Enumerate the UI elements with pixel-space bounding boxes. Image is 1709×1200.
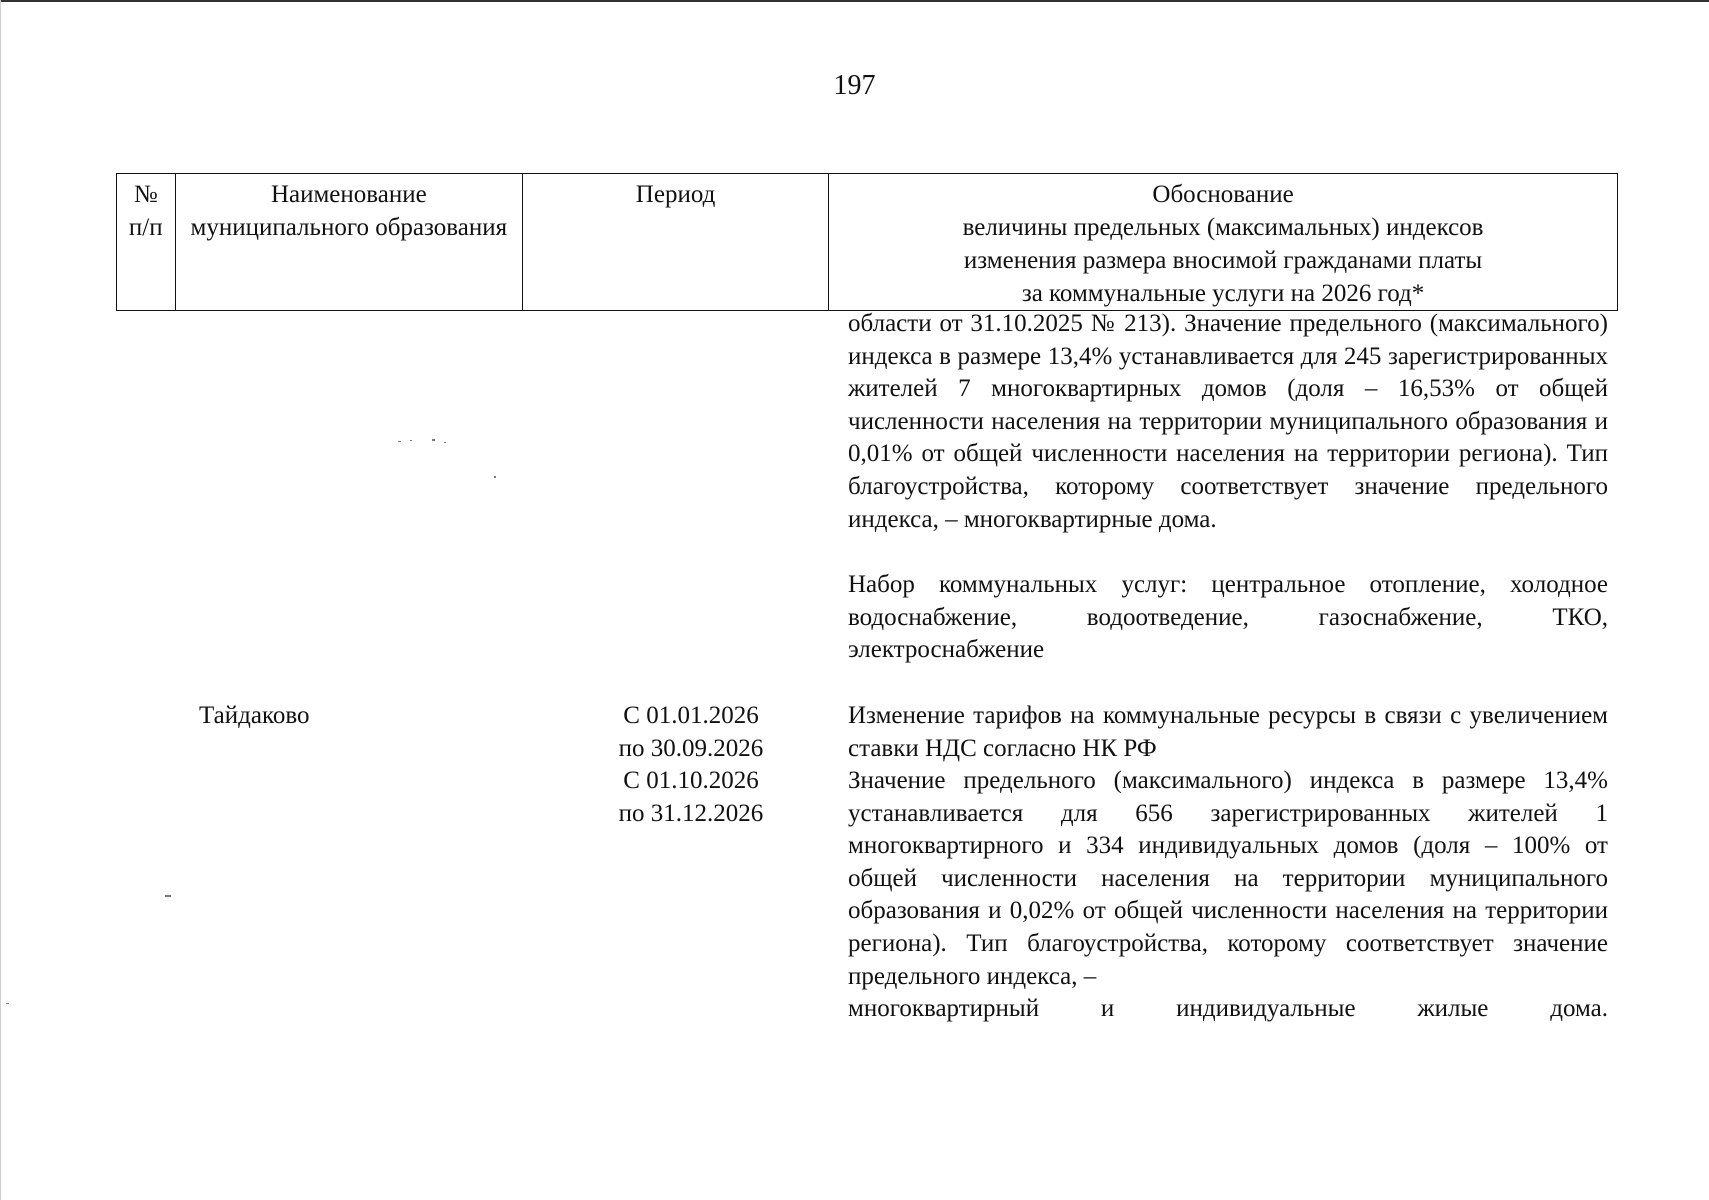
continuation-reason-text: области от 31.10.2025 № 213). Значение предельного (максимального) индекса в размере 13,4% устанавливается для 245 зарегистрированных жителей 7 многоквартирных домов (доля – 16,53% от общей численности населения на территории муниципального образования и 0,01% от общей численности населения на территории региона). Тип благоустройства, которому соответствует значение предельного индекса, – многоквартирные дома.: [848, 310, 1608, 533]
page-top-border: [0, 0, 1709, 2]
period-line: по 30.09.2026: [618, 734, 764, 762]
header-period: Период: [523, 174, 829, 311]
header-reason: [829, 174, 1618, 311]
scan-speck: [6, 1003, 9, 1004]
period-list: [596, 700, 786, 830]
scan-speck: [398, 441, 401, 442]
header-reason-line: за коммунальные услуги на 2026 год*: [1021, 280, 1425, 307]
scan-speck: [444, 442, 446, 443]
scan-speck: [165, 895, 171, 897]
header-reason-title: Обоснование: [1152, 181, 1294, 208]
header-reason-line: изменения размера вносимой гражданами платы: [963, 247, 1483, 274]
table-header-row: [117, 174, 1618, 311]
continuation-services-text: Набор коммунальных услуг: центральное отопление, холодное водоснабжение, водоотведение, газоснабжение, ТКО, электроснабжение: [848, 571, 1608, 664]
period-line: по 31.12.2026: [618, 799, 764, 827]
period-line: С 01.10.2026: [623, 767, 759, 795]
header-number: № п/п: [117, 174, 176, 311]
page-left-border: [0, 0, 1, 1200]
header-municipality-name: Наименование муниципального образования: [175, 174, 522, 311]
reason-index-value: Значение предельного (максимального) индекса в размере 13,4% устанавливается для 656 зарегистрированных жителей 1 многоквартирного и 334 индивидуальных домов (доля – 100% от общей численности населения на территории муниципального образования и 0,02% от общей численности населения на территории региона). Тип благоустройства, которому соответствует значение предельного индекса, –: [848, 767, 1608, 990]
table-header: [116, 173, 1618, 311]
reason-tariff-change: Изменение тарифов на коммунальные ресурсы в связи с увеличением ставки НДС согласно НК РФ: [848, 702, 1608, 762]
scan-speck: [410, 440, 412, 441]
reason-last-line: многоквартирный и индивидуальные жилые дома.: [848, 995, 1608, 1022]
scan-speck: [432, 439, 435, 441]
period-line: С 01.01.2026: [623, 702, 759, 729]
header-reason-line: величины предельных (максимальных) индексов: [962, 214, 1484, 241]
page-number: 197: [833, 70, 876, 101]
scan-speck: [494, 476, 496, 478]
municipality-name: Тайдаково: [199, 702, 310, 729]
